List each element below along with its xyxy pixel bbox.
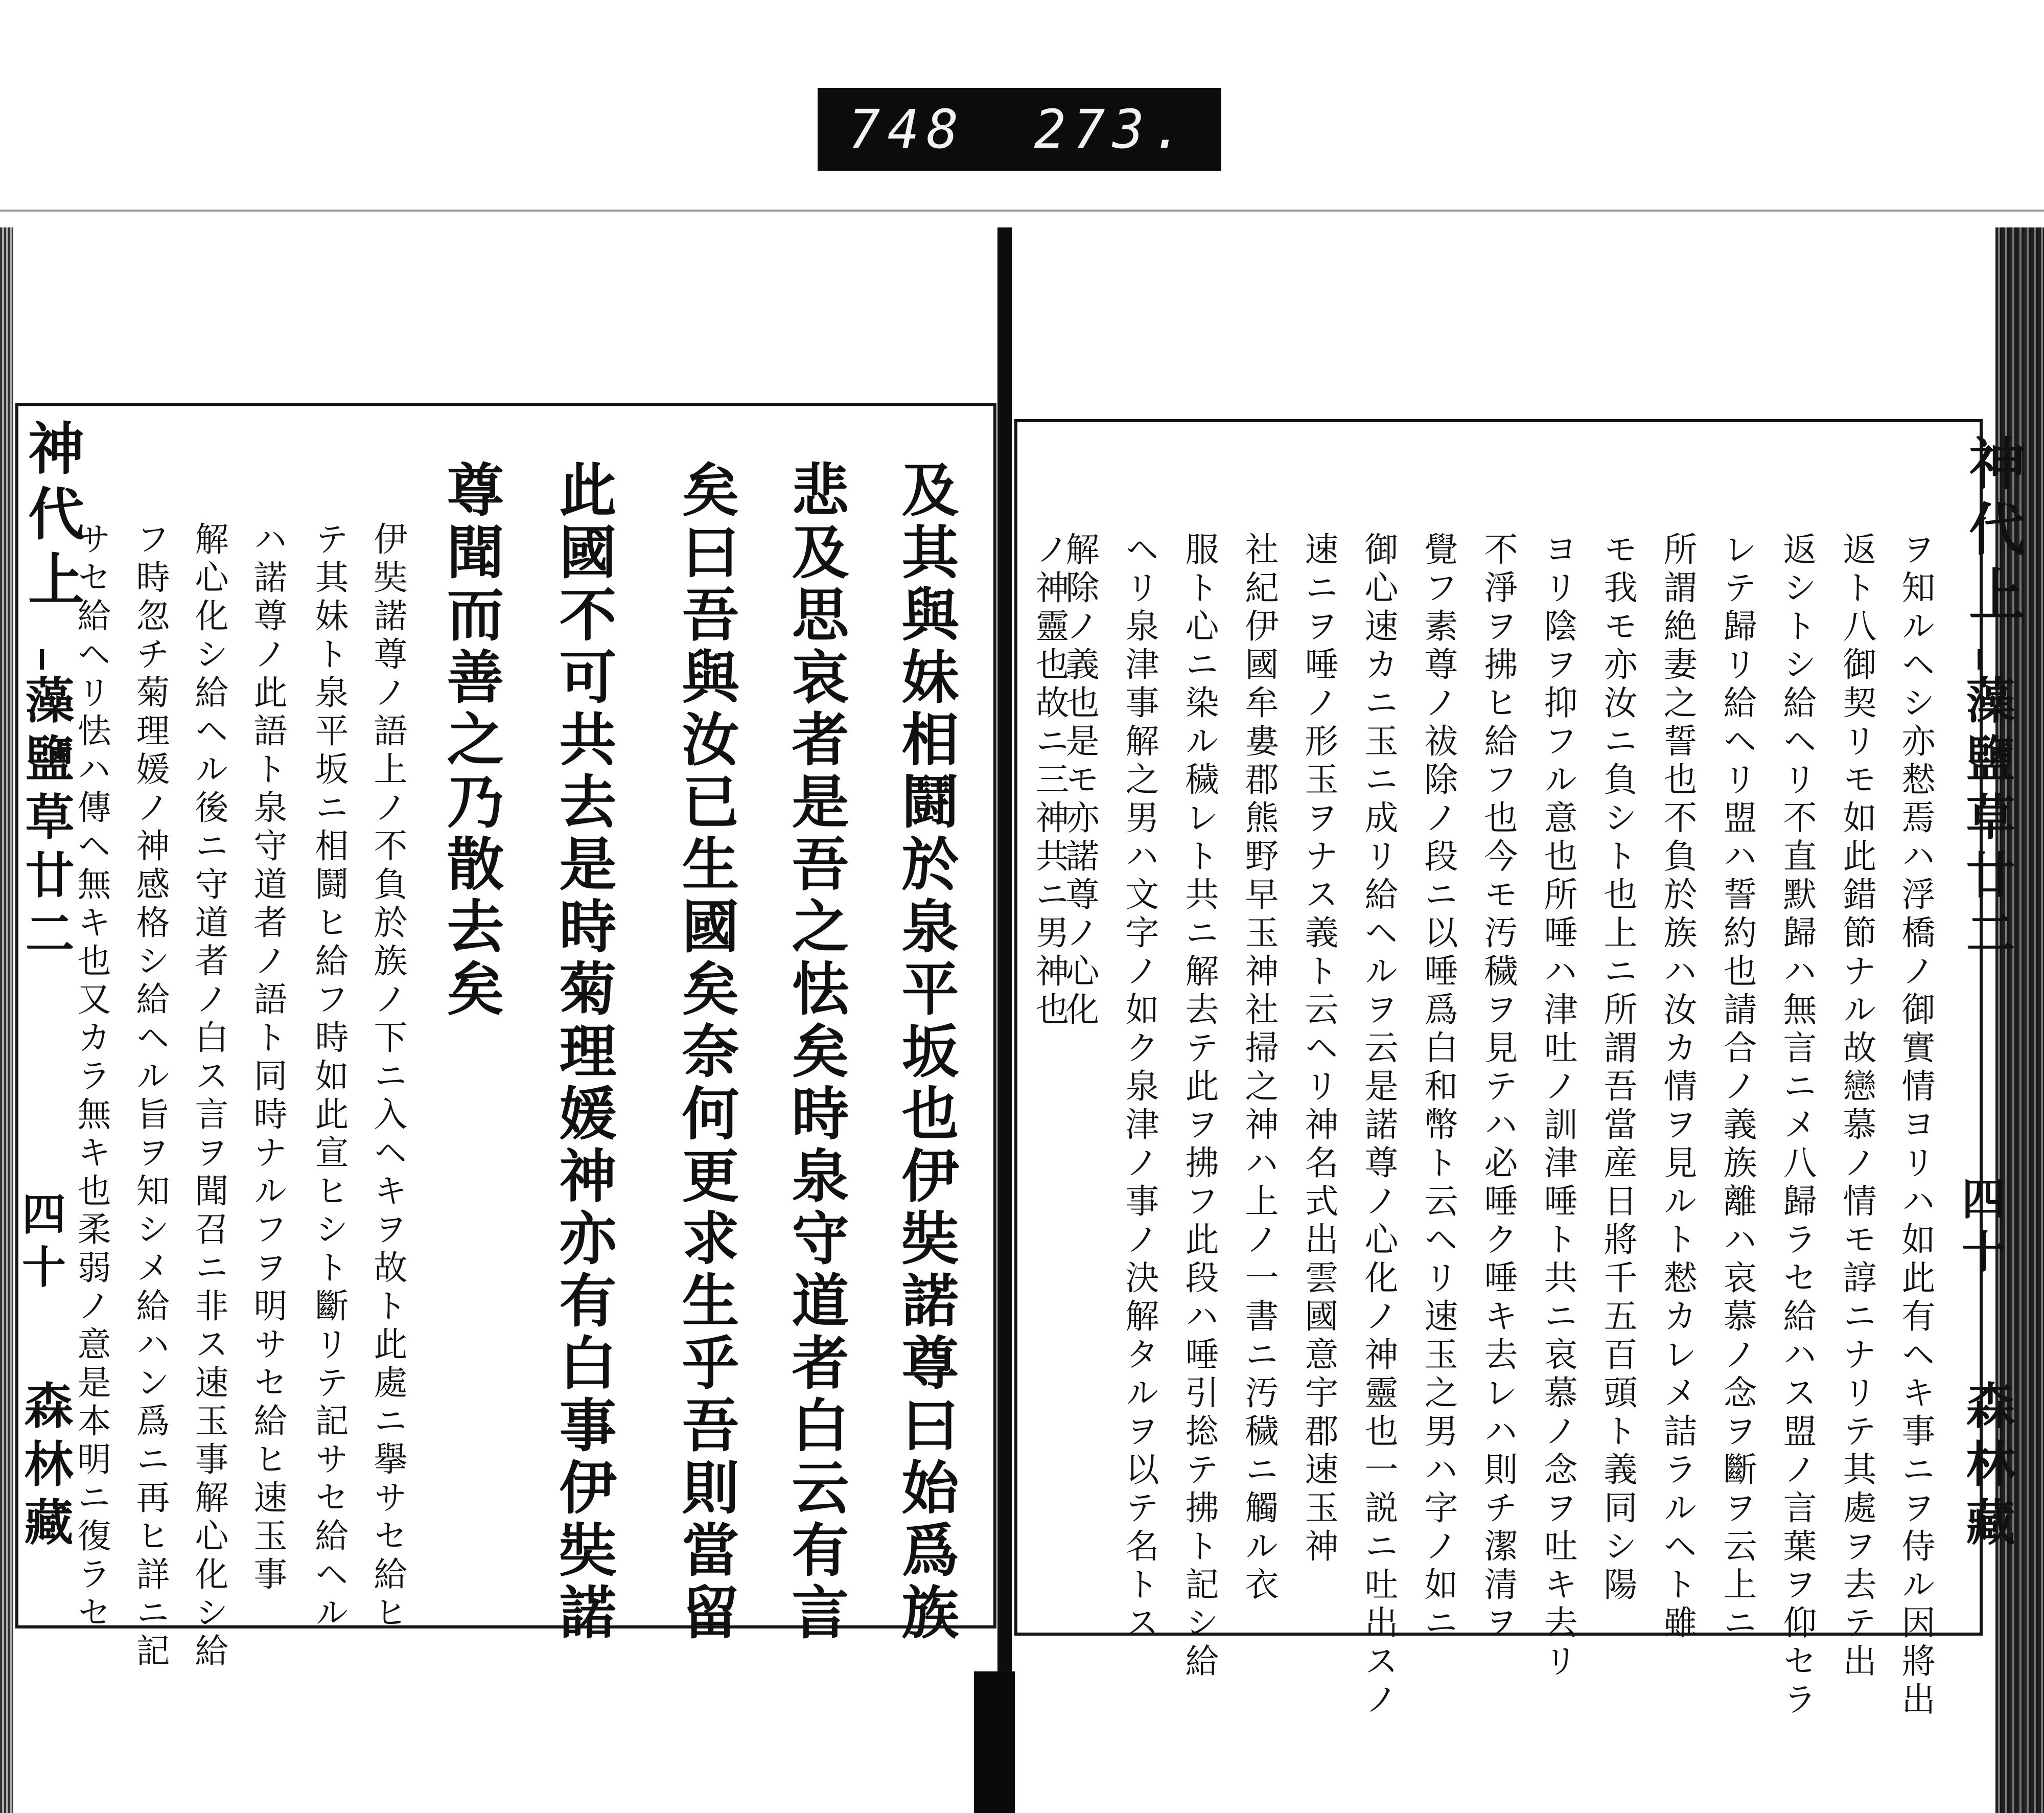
commentary-column: モ我モ亦汝ニ負シト也上ニ所謂吾當産日將千五百頭ト義同シ陽 bbox=[1598, 532, 1637, 1605]
commentary-column: 速ニヲ唾ノ形玉ヲナス義ト云ヘリ神名式出雲國意宇郡速玉神 bbox=[1299, 532, 1338, 1567]
commentary-column: ノ神靈也故ニ三神共ニ男神也 bbox=[1030, 532, 1069, 1030]
main-text-column: 尊聞而善之乃散去矣 bbox=[437, 460, 504, 1021]
right-margin-owner: 森林藏 bbox=[1958, 1380, 2016, 1555]
right-margin-volume: 藻鹽草廿二 bbox=[1958, 675, 2016, 966]
commentary-column: 解心化シ給ヘル後ニ守道者ノ白ス言ヲ聞召ニ非ス速玉事解心化シ給 bbox=[189, 521, 228, 1671]
left-margin-volume: 藻鹽草廿二 bbox=[17, 675, 75, 966]
left-margin-title: 神代上 bbox=[19, 419, 85, 615]
commentary-column: 不淨ヲ拂ヒ給フ也今モ汚穢ヲ見テハ必唾ク唾キ去レハ則チ潔清ヲ bbox=[1478, 532, 1518, 1643]
commentary-column: レテ歸リ給ヘリ盟ハ誓約也請合ノ義族離ハ哀慕ノ念ヲ斷ヲ云上ニ bbox=[1717, 532, 1757, 1643]
commentary-column: 服ト心ニ染ル穢レト共ニ解去テ此ヲ拂フ此段ハ唾引捴テ拂ト記シ給 bbox=[1179, 532, 1219, 1682]
film-edge bbox=[0, 210, 2044, 232]
commentary-column: ヲ知ルヘシ亦慭焉ハ浮橋ノ御實情ヨリハ如此有ヘキ事ニヲ侍ル因將出 bbox=[1896, 532, 1935, 1720]
commentary-column: 返シトシ給ヘリ不直默歸ハ無言ニメ八歸ラセ給ハス盟ノ言葉ヲ仰セラ bbox=[1777, 532, 1817, 1720]
commentary-column: 社紀伊國牟婁郡熊野早玉神社掃之神ハ上ノ一書ニ汚穢ニ觸ル衣 bbox=[1239, 532, 1279, 1605]
commentary-column: 伊奘諾尊ノ語上ノ不負於族ノ下ニ入ヘキヲ故ト此處ニ擧サセ給ヒ bbox=[368, 521, 407, 1633]
commentary-column: テ其妹ト泉平坂ニ相鬪ヒ給フ時如此宣ヒシト斷リテ記サセ給ヘル bbox=[309, 521, 349, 1633]
commentary-column: ヨリ陰ヲ抑フル意也所唾ハ津吐ノ訓津唾ト共ニ哀慕ノ念ヲ吐キ去リ bbox=[1538, 532, 1577, 1682]
commentary-column: 覺フ素尊ノ祓除ノ段ニ以唾爲白和幣ト云ヘリ速玉之男ハ字ノ如ニ bbox=[1419, 532, 1458, 1643]
main-text-column: 此國不可共去是時菊理媛神亦有白事伊奘諾 bbox=[550, 460, 617, 1645]
commentary-column: 解除ノ義也是モ亦諾尊ノ心化 bbox=[1060, 532, 1099, 1030]
commentary-column: ハ諾尊ノ此語ト泉守道者ノ語ト同時ナルフヲ明サセ給ヒ速玉事 bbox=[248, 521, 287, 1595]
commentary-column: 所謂絶妻之誓也不負於族ハ汝カ情ヲ見ルト慭カレメ詰ラルヘト雖 bbox=[1658, 532, 1697, 1643]
book-gutter bbox=[997, 227, 1012, 1797]
commentary-column: 御心速カニ玉ニ成リ給ヘルヲ云是諾尊ノ心化ノ神靈也一説ニ吐出スノ bbox=[1359, 532, 1398, 1720]
main-text-column: 及其與妹相鬪於泉平坂也伊奘諾尊曰始爲族 bbox=[892, 460, 959, 1645]
commentary-column: ヘリ泉津事解之男ハ文字ノ如ク泉津ノ事ノ決解タルヲ以テ名トス bbox=[1120, 532, 1159, 1643]
frame-number: 273. bbox=[1034, 98, 1191, 160]
commentary-column: サセ給ヘリ怯ハ傳ヘ無キ也又カラ無キ也柔弱ノ意是本明ニ復ラセ bbox=[72, 521, 111, 1633]
main-text-column: 悲及思哀者是吾之怯矣時泉守道者白云有言 bbox=[782, 460, 849, 1645]
main-text-column: 矣曰吾與汝已生國矣奈何更求生乎吾則當留 bbox=[672, 460, 739, 1645]
right-margin-title: 神代上 bbox=[1960, 434, 2026, 631]
reel-number: 748 bbox=[848, 98, 966, 160]
right-margin-rule bbox=[1978, 649, 1982, 670]
reel-label bbox=[818, 88, 1221, 171]
left-margin-rule bbox=[40, 649, 44, 670]
left-margin-leaf: 四十 bbox=[14, 1191, 66, 1297]
commentary-column: 返ト八御契リモ如此錯節ナル故戀慕ノ情モ諄ニナリテ其處ヲ去テ出 bbox=[1837, 532, 1876, 1682]
book-gutter-shadow bbox=[974, 1671, 1015, 1813]
left-margin-owner: 森林藏 bbox=[16, 1380, 74, 1555]
commentary-column: フ時忽チ菊理媛ノ神感格シ給ヘル旨ヲ知シメ給ハン爲ニ再ヒ詳ニ記 bbox=[130, 521, 170, 1671]
right-margin-leaf: 四十 bbox=[1954, 1176, 2006, 1282]
